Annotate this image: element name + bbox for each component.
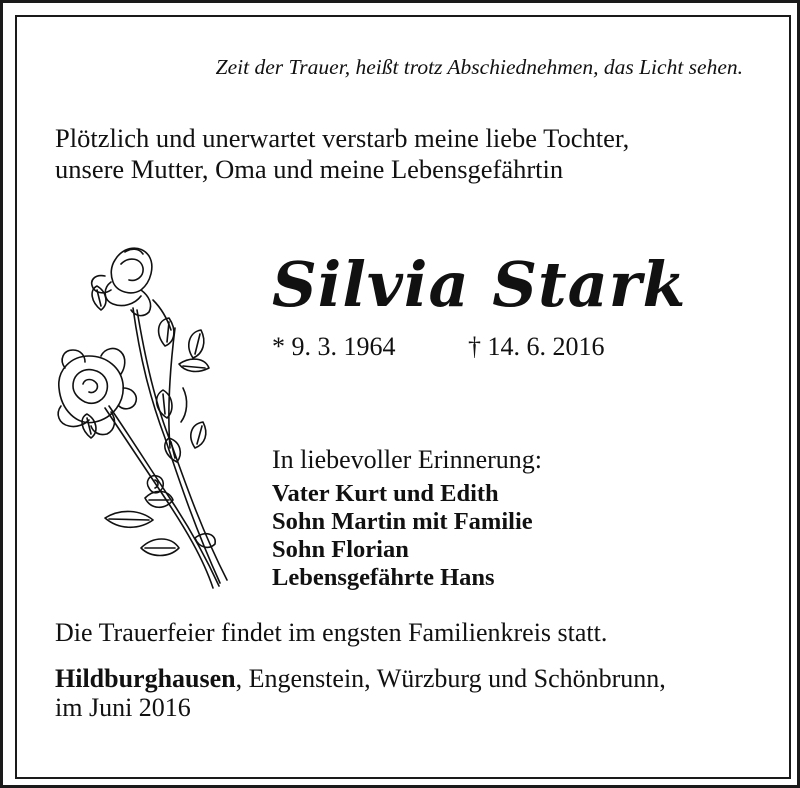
intro-line-2: unsere Mutter, Oma und meine Lebensgefährtin [55,154,564,184]
other-towns: , Engenstein, Würzburg und Schönbrunn, [235,664,666,693]
birth-date: * 9. 3. 1964 [272,332,396,361]
main-town: Hildburghausen [55,664,236,693]
rose-drawing-icon [45,238,255,598]
mourner-item: Sohn Florian [272,536,409,563]
life-dates [272,330,742,364]
mourner-item: Lebensgefährte Hans [272,564,495,591]
place-and-date [55,664,775,722]
mourners-list [272,480,742,592]
memory-heading: In liebevoller Erinnerung: [272,445,543,474]
mourner-item: Vater Kurt und Edith [272,480,499,507]
place-line [55,664,775,693]
mourner-item: Sohn Martin mit Familie [272,508,533,535]
funeral-note: Die Trauerfeier findet im engsten Familienkreis statt. [55,618,608,647]
death-date: † 14. 6. 2016 [468,332,605,361]
intro-text [55,123,755,185]
deceased-name: Silvia Stark [272,248,687,321]
motto-quote: Zeit der Trauer, heißt trotz Abschiednehmen, das Licht sehen. [215,55,743,79]
intro-line-1: Plötzlich und unerwartet verstarb meine liebe Tochter, [55,123,630,153]
date-line: im Juni 2016 [55,693,191,722]
